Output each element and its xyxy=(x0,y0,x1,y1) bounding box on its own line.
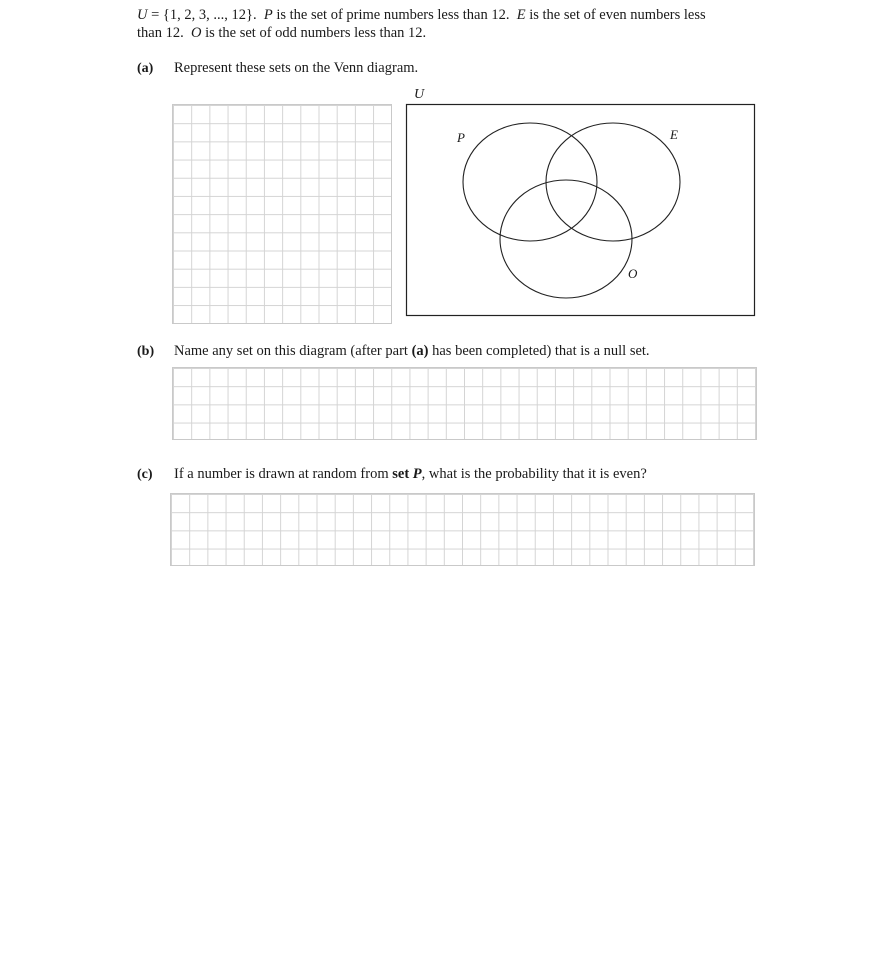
part-b-label: (b) xyxy=(137,344,155,359)
set-p-label: P xyxy=(457,130,465,145)
part-c-answer-grid[interactable] xyxy=(170,493,755,566)
part-b-question-ref: (a) xyxy=(411,343,429,359)
part-b-answer-grid[interactable] xyxy=(172,367,757,440)
part-b-question-end: has been completed) that is a null set. xyxy=(428,343,650,359)
intro-line-2 xyxy=(137,24,426,42)
part-c-question-bold: set xyxy=(392,466,413,482)
set-p-circle xyxy=(463,123,597,241)
part-a-question: Represent these sets on the Venn diagram. xyxy=(174,60,419,76)
o-definition: is the set of odd numbers less than 12. xyxy=(201,25,427,41)
u-set-definition: = {1, 2, 3, ..., 12}. xyxy=(147,7,264,23)
o-symbol: O xyxy=(190,25,202,41)
part-c-question-end: , what is the probability that it is even? xyxy=(421,466,647,482)
p-definition: is the set of prime numbers less than 12. xyxy=(272,7,517,23)
part-b-question-start: Name any set on this diagram (after part xyxy=(174,343,412,359)
e-symbol: E xyxy=(516,7,526,23)
part-b-question xyxy=(174,343,650,360)
e-definition: is the set of even numbers less xyxy=(525,7,706,23)
p-symbol: P xyxy=(263,7,273,23)
part-c-question xyxy=(174,466,647,483)
part-a-answer-grid[interactable] xyxy=(172,104,392,324)
intro-line-1 xyxy=(137,6,706,24)
u-symbol: U xyxy=(137,7,148,23)
intro-line-2-start: than 12. xyxy=(137,25,191,41)
part-c-set-symbol: P xyxy=(412,466,422,482)
set-e-circle xyxy=(546,123,680,241)
set-o-label: O xyxy=(628,266,638,281)
universe-label: U xyxy=(414,87,425,102)
set-o-circle xyxy=(500,180,632,298)
part-a-label: (a) xyxy=(137,61,154,76)
part-c-question-start: If a number is drawn at random from xyxy=(174,466,393,482)
set-e-label: E xyxy=(670,127,678,142)
part-c-label: (c) xyxy=(137,467,153,482)
